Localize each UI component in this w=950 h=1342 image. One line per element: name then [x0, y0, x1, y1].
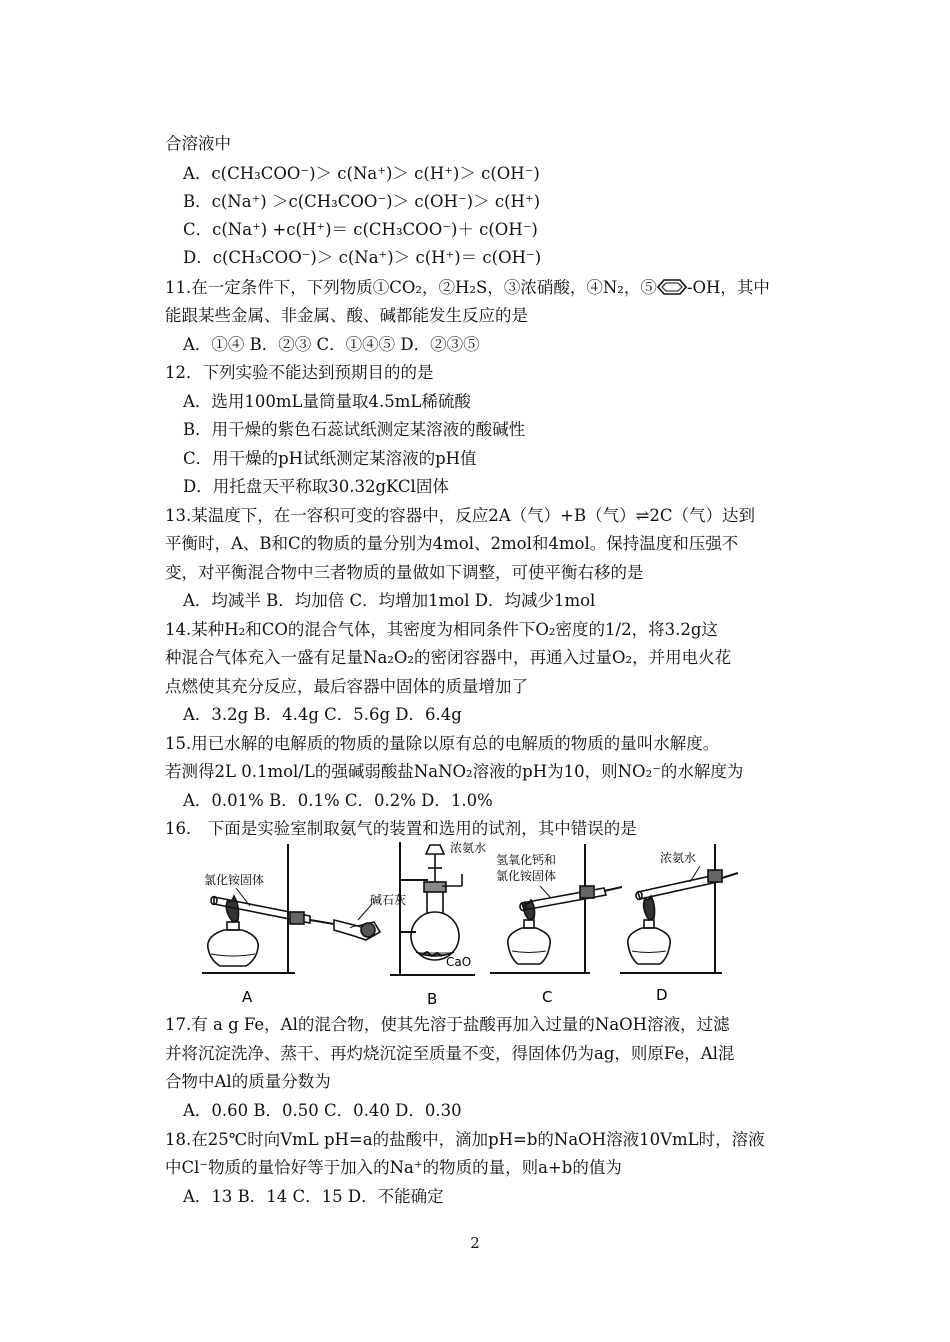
fig-label-b: B — [427, 990, 438, 1008]
q11-line1-post: -OH，其中 — [686, 278, 770, 297]
q13-line3: 变，对平衡混合物中三者物质的量做如下调整，可使平衡右移的是 — [165, 563, 644, 582]
q12-option-c: C．用干燥的pH试纸测定某溶液的pH值 — [183, 449, 477, 468]
fig-label-a: A — [242, 988, 253, 1006]
q18-line1: 18.在25℃时向VmL pH=a的盐酸中，滴加pH=b的NaOH溶液10VmL时，溶液 — [165, 1130, 765, 1149]
q18-line2: 中Cl⁻物质的量恰好等于加入的Na⁺的物质的量，则a+b的值为 — [165, 1158, 622, 1177]
fig-label-c: C — [542, 988, 553, 1006]
q11-line2: 能跟某些金属、非金属、酸、碱都能发生反应的是 — [165, 306, 528, 325]
q17-line2: 并将沉淀洗净、蒸干、再灼烧沉淀至质量不变，得固体仍为ag，则原Fe，Al混 — [165, 1044, 735, 1063]
q15-line2: 若测得2L 0.1mol/L的强碱弱酸盐NaNO₂溶液的pH为10，则NO₂⁻的水解度为 — [165, 762, 744, 781]
q14-line2: 种混合气体充入一盛有足量Na₂O₂的密闭容器中，再通入过量O₂，并用电火花 — [165, 648, 732, 667]
q17-line3: 合物中Al的质量分数为 — [165, 1072, 331, 1091]
q12-option-d: D．用托盘天平称取30.32gKCl固体 — [183, 477, 449, 496]
q11-line1-pre: 11.在一定条件下，下列物质①CO₂，②H₂S，③浓硝酸，④N₂，⑤ — [165, 278, 657, 297]
q15-line1: 15.用已水解的电解质的物质的量除以原有总的电解质的物质的量叫水解度。 — [165, 734, 720, 753]
q10-stem-tail: 合溶液中 — [165, 134, 231, 153]
fig-b-reagent-label: 浓氨水 — [450, 841, 487, 855]
fig-b-cao-label: CaO — [446, 955, 472, 969]
q12-option-a: A．选用100mL量筒量取4.5mL稀硫酸 — [183, 392, 471, 411]
q10-option-c: C．c(Na⁺) +c(H⁺)＝ c(CH₃COO⁻)＋ c(OH⁻) — [183, 220, 538, 239]
q13-options: A．均减半 B．均加倍 C．均增加1mol D．均减少1mol — [183, 591, 596, 610]
fig-a-soda-lime-label: 碱石灰 — [370, 893, 407, 907]
q13-line1: 13.某温度下，在一容积可变的容器中，反应2A（气）+B（气）⇌2C（气）达到 — [165, 506, 756, 525]
benzene-ring-icon — [657, 279, 687, 295]
fig-label-d: D — [656, 986, 668, 1004]
fig-d-reagent-label: 浓氨水 — [660, 851, 697, 865]
q12-option-b: B．用干燥的紫色石蕊试纸测定某溶液的酸碱性 — [183, 420, 526, 439]
q10-option-a: A．c(CH₃COO⁻)＞ c(Na⁺)＞ c(H⁺)＞ c(OH⁻) — [183, 164, 540, 183]
q17-options: A．0.60 B．0.50 C．0.40 D．0.30 — [183, 1101, 462, 1120]
q11-options: A．①④ B．②③ C．①④⑤ D．②③⑤ — [183, 335, 480, 354]
q11-line1 — [165, 277, 770, 299]
q14-line1: 14.某种H₂和CO的混合气体，其密度为相同条件下O₂密度的1/2，将3.2g这 — [165, 620, 718, 639]
fig-c-reagent-label-2: 氯化铵固体 — [496, 869, 557, 883]
fig-c-reagent-label-1: 氢氧化钙和 — [496, 853, 557, 867]
q10-option-d: D．c(CH₃COO⁻)＞ c(Na⁺)＞ c(H⁺)＝ c(OH⁻) — [183, 248, 542, 267]
q10-option-b: B．c(Na⁺) ＞c(CH₃COO⁻)＞ c(OH⁻)＞ c(H⁺) — [183, 192, 541, 211]
q15-options: A．0.01% B．0.1% C．0.2% D．1.0% — [183, 791, 493, 810]
ammonia-apparatus-figure — [190, 840, 760, 1008]
page-number: 2 — [470, 1234, 480, 1252]
q12-stem: 12．下列实验不能达到预期目的的是 — [165, 363, 434, 382]
q14-options: A．3.2g B．4.4g C．5.6g D．6.4g — [183, 705, 462, 724]
fig-a-reagent-label: 氯化铵固体 — [204, 873, 265, 887]
q18-options: A．13 B．14 C．15 D．不能确定 — [183, 1187, 444, 1206]
q17-line1: 17.有 a g Fe，Al的混合物，使其先溶于盐酸再加入过量的NaOH溶液，过滤 — [165, 1015, 730, 1034]
q13-line2: 平衡时，A、B和C的物质的量分别为4mol、2mol和4mol。保持温度和压强不 — [165, 534, 739, 553]
q16-stem: 16． 下面是实验室制取氨气的装置和选用的试剂，其中错误的是 — [165, 819, 637, 838]
q14-line3: 点燃使其充分反应，最后容器中固体的质量增加了 — [165, 677, 528, 696]
